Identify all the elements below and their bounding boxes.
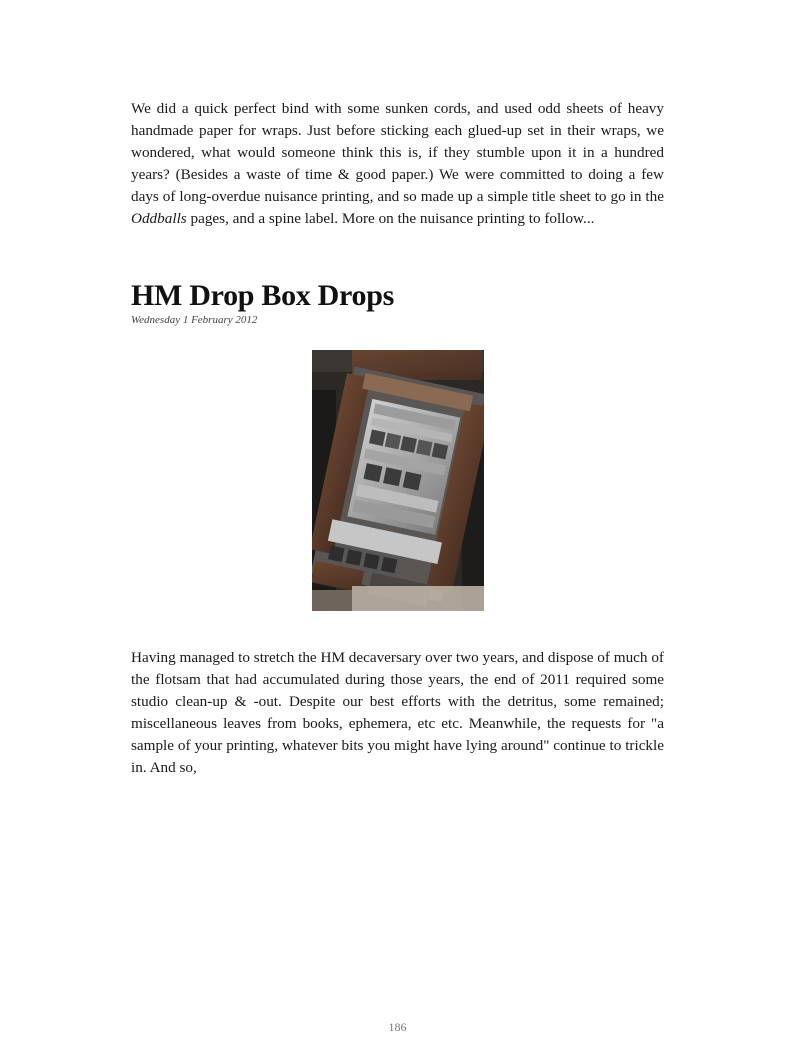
paragraph-text-end: pages, and a spine label. More on the nuisance printing to follow... bbox=[186, 210, 595, 227]
paragraph-text bbox=[131, 98, 664, 230]
italic-book-title: Oddballs bbox=[131, 210, 187, 227]
photo-illustration bbox=[312, 350, 484, 611]
body-paragraph-1 bbox=[131, 98, 664, 230]
paragraph-text: Having managed to stretch the HM decaversary over two years, and dispose of much of the flotsam that had accumulated during those years, the end of 2011 required some studio clean-up & -out. Despite our best efforts with the detritus, some remained; miscellaneous leaves from books, ephemera, etc etc. Meanwhile, the requests for "a sample of your printing, whatever bits you might have lying around" continue to trickle in. And so, bbox=[131, 649, 664, 776]
page-number: 186 bbox=[388, 1020, 407, 1034]
paragraph-text-start: We did a quick perfect bind with some sunken cords, and used odd sheets of heavy handmade paper for wraps. Just before sticking each glued-up set in their wraps, we wondered, what would someone think this is, if they stumble upon it in a hundred years? (Besides a waste of time & good paper.) We were committed to doing a few days of long-overdue nuisance printing, and so made up a simple title sheet to go in the bbox=[131, 100, 664, 205]
post-title: HM Drop Box Drops bbox=[131, 279, 394, 312]
letterpress-forme-photo bbox=[312, 350, 484, 611]
body-paragraph-2 bbox=[131, 647, 664, 779]
post-date: Wednesday 1 February 2012 bbox=[131, 314, 258, 326]
